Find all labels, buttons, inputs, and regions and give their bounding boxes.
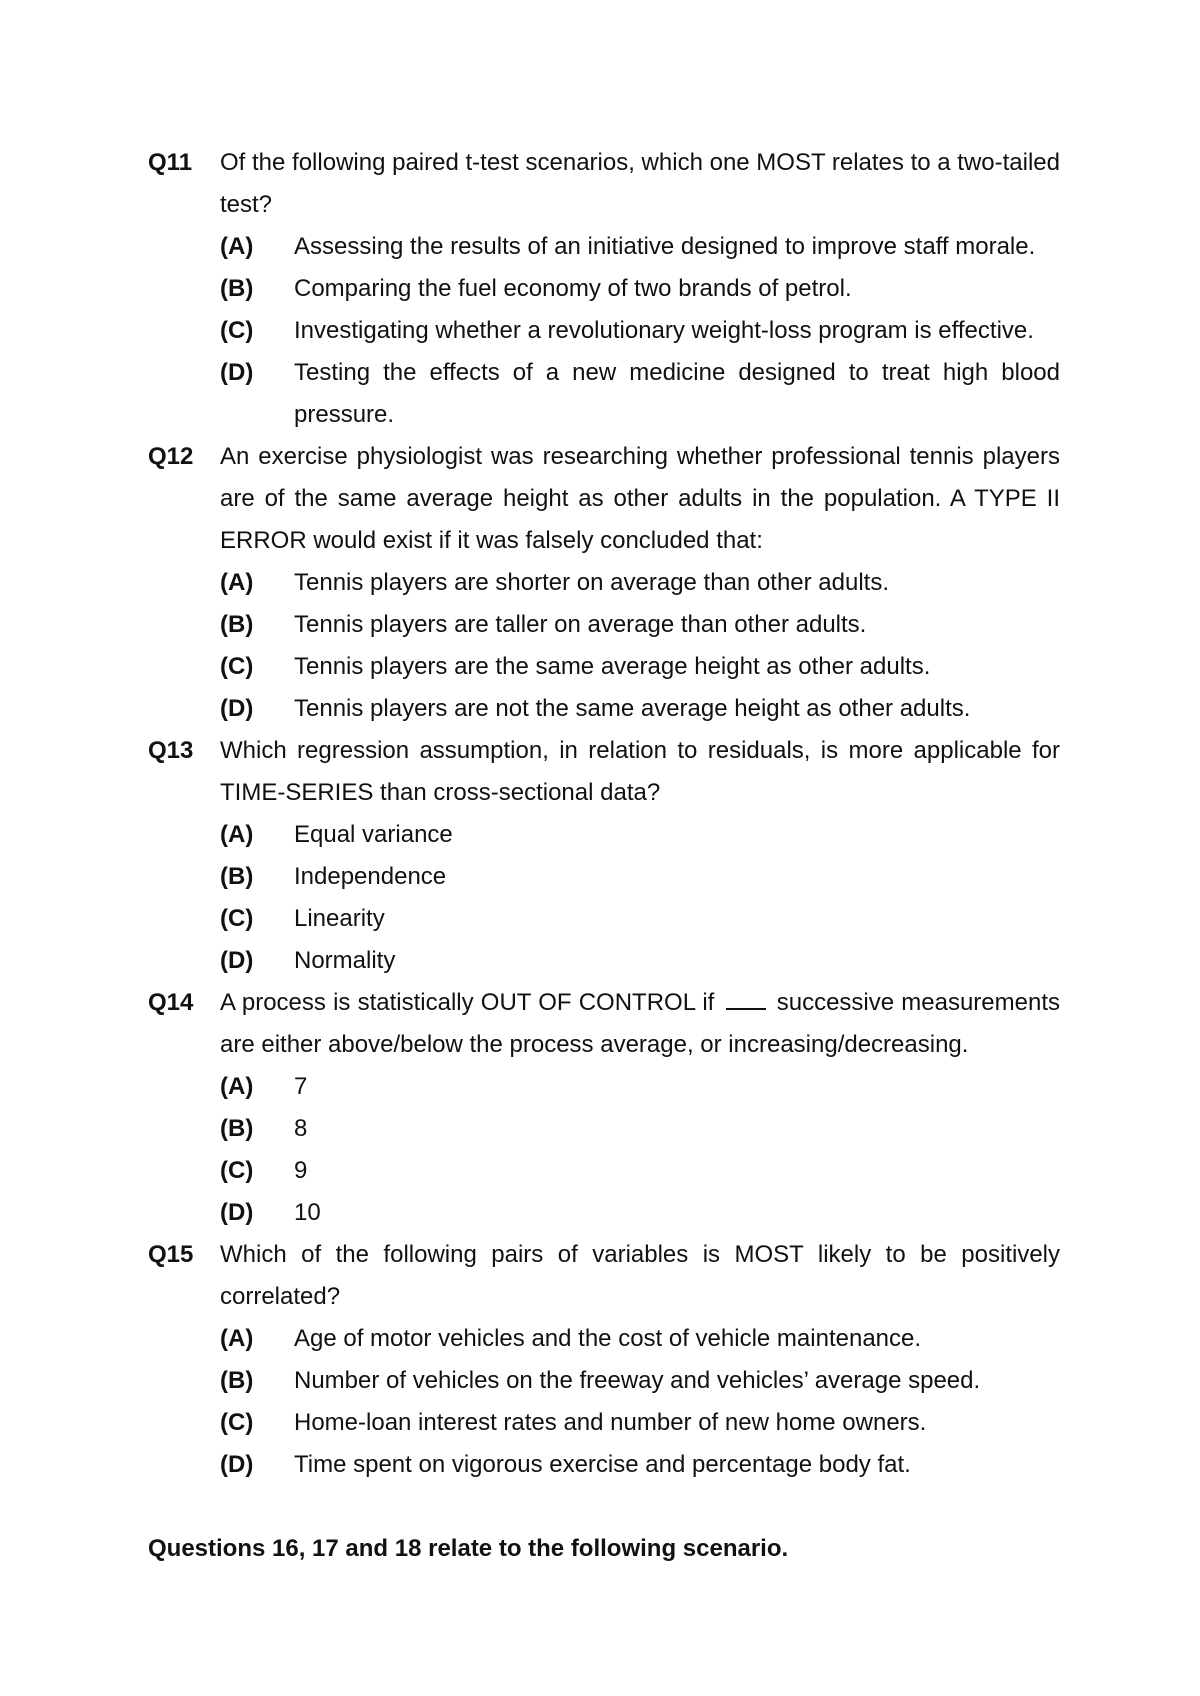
option-letter: (D)	[220, 695, 254, 722]
option-text: Tennis players are taller on average than other adults.	[294, 611, 867, 638]
option-letter: (A)	[220, 233, 254, 260]
option-text: Equal variance	[294, 821, 453, 848]
option-text: Investigating whether a revolutionary weight-loss program is effective.	[294, 317, 1034, 344]
option-text: Testing the effects of a new medicine designed to treat high blood pressure.	[294, 359, 1060, 428]
option-text: Number of vehicles on the freeway and vehicles’ average speed.	[294, 1367, 981, 1394]
question-q13	[148, 730, 1060, 982]
option-text: Tennis players are shorter on average than other adults.	[294, 569, 890, 596]
option-b	[148, 604, 1060, 646]
option-letter: (B)	[220, 863, 254, 890]
option-c	[148, 898, 1060, 940]
question-text: An exercise physiologist was researching whether professional tennis players are of the same average height as other adults in the population. A TYPE II ERROR would exist if it was falsely concluded that:	[220, 443, 1060, 554]
option-text: Time spent on vigorous exercise and percentage body fat.	[294, 1451, 911, 1478]
question-q15	[148, 1234, 1060, 1486]
question-q11	[148, 142, 1060, 436]
option-c	[148, 1402, 1060, 1444]
option-c	[148, 1150, 1060, 1192]
option-text: Normality	[294, 947, 396, 974]
question-text: Which regression assumption, in relation to residuals, is more applicable for TIME-SERIES than cross-sectional data?	[220, 737, 1060, 806]
option-text: Independence	[294, 863, 447, 890]
question-number: Q15	[148, 1241, 194, 1268]
option-letter: (D)	[220, 947, 254, 974]
option-letter: (D)	[220, 1199, 254, 1226]
option-b	[148, 1360, 1060, 1402]
option-letter: (A)	[220, 821, 254, 848]
option-text: Tennis players are not the same average height as other adults.	[294, 695, 971, 722]
option-a	[148, 814, 1060, 856]
option-c	[148, 646, 1060, 688]
option-letter: (B)	[220, 611, 254, 638]
option-letter: (C)	[220, 317, 254, 344]
option-text: Tennis players are the same average height as other adults.	[294, 653, 931, 680]
answer-blank	[726, 990, 766, 1010]
option-d	[148, 352, 1060, 436]
question-stem	[148, 1234, 1060, 1318]
option-text: Comparing the fuel economy of two brands of petrol.	[294, 275, 852, 302]
option-letter: (C)	[220, 1409, 254, 1436]
option-text: 8	[294, 1115, 308, 1142]
option-c	[148, 310, 1060, 352]
options-list	[148, 814, 1060, 982]
option-b	[148, 856, 1060, 898]
question-stem	[148, 730, 1060, 814]
question-text-after-blank: successive measurements are either above/below the process average, or increasing/decreasing.	[220, 989, 1061, 1058]
option-a	[148, 1066, 1060, 1108]
question-stem	[148, 142, 1060, 226]
question-number: Q14	[148, 989, 194, 1016]
option-letter: (D)	[220, 359, 254, 386]
question-text	[220, 982, 1060, 1066]
option-letter: (D)	[220, 1451, 254, 1478]
scenario-heading: Questions 16, 17 and 18 relate to the following scenario.	[148, 1535, 789, 1562]
question-text: Which of the following pairs of variables is MOST likely to be positively correlated?	[220, 1241, 1060, 1310]
options-list	[148, 1066, 1060, 1234]
option-d	[148, 940, 1060, 982]
option-d	[148, 1192, 1060, 1234]
question-number: Q11	[148, 149, 193, 176]
option-text: 7	[294, 1073, 308, 1100]
option-a	[148, 1318, 1060, 1360]
option-d	[148, 688, 1060, 730]
option-b	[148, 268, 1060, 310]
option-letter: (B)	[220, 1367, 254, 1394]
option-letter: (B)	[220, 275, 254, 302]
option-letter: (C)	[220, 905, 254, 932]
options-list	[148, 562, 1060, 730]
option-text: Age of motor vehicles and the cost of vehicle maintenance.	[294, 1325, 922, 1352]
question-q12	[148, 436, 1060, 730]
option-letter: (C)	[220, 1157, 254, 1184]
question-stem	[148, 436, 1060, 562]
option-letter: (A)	[220, 569, 254, 596]
option-letter: (B)	[220, 1115, 254, 1142]
option-text: 10	[294, 1199, 321, 1226]
question-text: Of the following paired t-test scenarios, which one MOST relates to a two-tailed test?	[220, 149, 1060, 218]
question-number: Q12	[148, 443, 194, 470]
question-q14	[148, 982, 1060, 1234]
question-text-before-blank: A process is statistically OUT OF CONTROL if	[220, 989, 715, 1016]
option-letter: (A)	[220, 1073, 254, 1100]
option-text: Home-loan interest rates and number of new home owners.	[294, 1409, 927, 1436]
question-stem	[148, 982, 1060, 1066]
option-a	[148, 226, 1060, 268]
options-list	[148, 1318, 1060, 1486]
option-letter: (A)	[220, 1325, 254, 1352]
options-list	[148, 226, 1060, 436]
option-a	[148, 562, 1060, 604]
option-letter: (C)	[220, 653, 254, 680]
option-text: Assessing the results of an initiative designed to improve staff morale.	[294, 233, 1036, 260]
option-d	[148, 1444, 1060, 1486]
question-number: Q13	[148, 737, 194, 764]
option-text: Linearity	[294, 905, 385, 932]
option-b	[148, 1108, 1060, 1150]
option-text: 9	[294, 1157, 308, 1184]
